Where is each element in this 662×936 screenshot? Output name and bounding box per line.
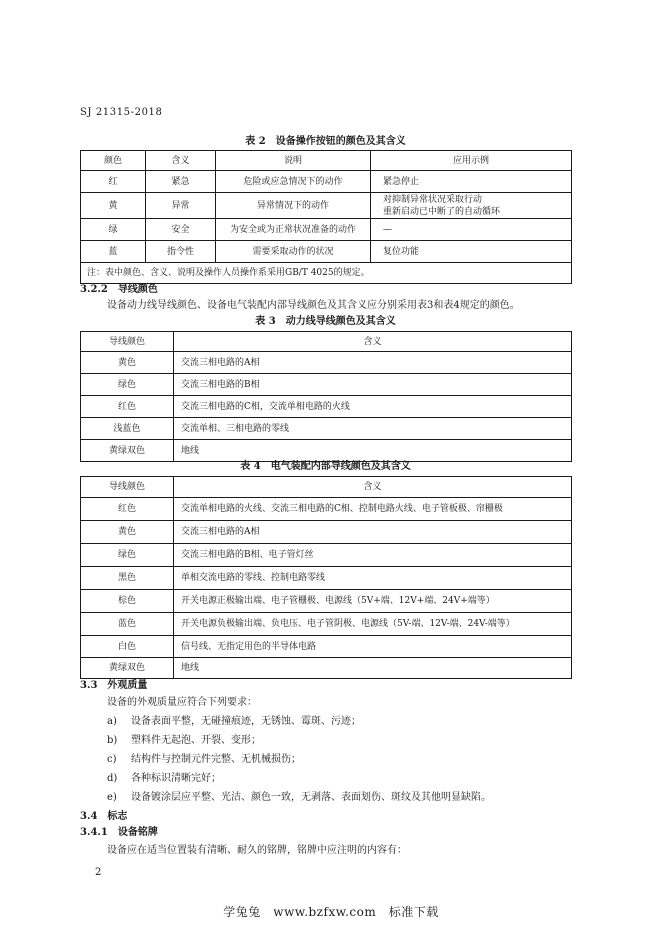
table-row	[81, 590, 572, 613]
example-line: —	[383, 224, 392, 235]
section-heading-3-4: 3.4 标志	[80, 811, 128, 822]
table2-note: 注：表中颜色、含义、说明及操作人员操作系采用GB/T 4025的规定。	[81, 263, 572, 284]
cell-meaning: 交流三相电路的C相，交流单相电路的火线	[174, 396, 572, 418]
table4-internal-wire-colors	[80, 476, 572, 679]
example-line: 对抑制异常状况采取行动	[383, 194, 483, 205]
cell-wire-color: 红色	[81, 396, 174, 418]
list-item: 塑料件无起泡、开裂、变形；	[131, 735, 261, 746]
table-row	[81, 171, 572, 193]
cell-meaning: 地线	[174, 658, 572, 679]
example-line: 紧急停止	[383, 176, 420, 187]
cell-wire-color: 红色	[81, 498, 174, 521]
table-row	[81, 636, 572, 658]
cell-example	[371, 241, 572, 263]
list-marker: b)	[107, 735, 118, 746]
cell-meaning: 开关电源负极输出端、负电压、电子管阴极、电源线（5V-端、12V-端、24V-端等）	[174, 613, 572, 636]
table3-power-wire-colors	[80, 331, 572, 462]
example-line: 重新启动已中断了的自动循环	[383, 206, 501, 217]
table3-title: 表 3 动力线导线颜色及其含义	[255, 316, 396, 327]
list-marker: d)	[107, 773, 118, 784]
cell-example	[371, 219, 572, 241]
cell-wire-color: 黄绿双色	[81, 440, 174, 462]
cell-color: 绿	[81, 219, 146, 241]
cell-wire-color: 绿色	[81, 544, 174, 567]
table-row	[81, 396, 572, 418]
list-item: 设备表面平整，无碰撞痕迹，无锈蚀、霉斑、污迹；	[131, 716, 361, 727]
cell-meaning: 单相交流电路的零线、控制电路零线	[174, 567, 572, 590]
table-row	[81, 374, 572, 396]
section-intro-3-3: 设备的外观质量应符合下列要求：	[107, 697, 257, 708]
column-header-example: 应用示例	[371, 151, 572, 171]
table2-button-colors	[80, 150, 572, 284]
cell-color: 黄	[81, 193, 146, 219]
cell-meaning: 异常	[146, 193, 216, 219]
table-row	[81, 440, 572, 462]
list-item: 结构件与控制元件完整、无机械损伤；	[131, 754, 301, 765]
section-text-3-4-1: 设备应在适当位置装有清晰、耐久的铭牌，铭牌中应注明的内容有：	[107, 845, 407, 856]
cell-meaning: 指令性	[146, 241, 216, 263]
table-row	[81, 418, 572, 440]
cell-example	[371, 171, 572, 193]
cell-meaning: 交流三相电路的B相	[174, 374, 572, 396]
cell-description: 为安全或为正常状况准备的动作	[216, 219, 371, 241]
table-row	[81, 613, 572, 636]
column-header-meaning: 含义	[174, 332, 572, 352]
table-header-row	[81, 151, 572, 171]
cell-meaning: 紧急	[146, 171, 216, 193]
list-item: 设备镀涂层应平整、光洁、颜色一致，无剥落、表面划伤、斑纹及其他明显缺陷。	[131, 792, 491, 803]
cell-meaning: 交流三相电路的A相	[174, 521, 572, 544]
cell-meaning: 交流三相电路的A相	[174, 352, 572, 374]
section-text-3-2-2: 设备动力线导线颜色、设备电气装配内部导线颜色及其含义应分别采用表3和表4规定的颜色。	[107, 300, 520, 311]
table-row	[81, 352, 572, 374]
list-marker: c)	[107, 754, 117, 765]
table2-title: 表 2 设备操作按钮的颜色及其含义	[245, 136, 406, 147]
column-header-meaning: 含义	[174, 477, 572, 498]
example-line: 复位功能	[383, 246, 420, 257]
column-header-description: 说明	[216, 151, 371, 171]
table-row	[81, 567, 572, 590]
cell-wire-color: 棕色	[81, 590, 174, 613]
cell-description: 需要采取动作的状况	[216, 241, 371, 263]
cell-color: 红	[81, 171, 146, 193]
cell-wire-color: 绿色	[81, 374, 174, 396]
cell-wire-color: 黑色	[81, 567, 174, 590]
list-marker: a)	[107, 716, 117, 727]
cell-description: 异常情况下的动作	[216, 193, 371, 219]
table-row	[81, 498, 572, 521]
cell-wire-color: 黄绿双色	[81, 658, 174, 679]
table-header-row	[81, 477, 572, 498]
table4-title: 表 4 电气装配内部导线颜色及其含义	[240, 461, 411, 472]
column-header-color: 颜色	[81, 151, 146, 171]
section-heading-3-3: 3.3 外观质量	[80, 680, 148, 691]
cell-description: 危险或应急情况下的动作	[216, 171, 371, 193]
table-row	[81, 658, 572, 679]
section-heading-3-4-1: 3.4.1 设备铭牌	[80, 827, 158, 838]
cell-meaning: 交流三相电路的B相、电子管灯丝	[174, 544, 572, 567]
list-item: 各种标识清晰完好；	[131, 773, 221, 784]
cell-color: 蓝	[81, 241, 146, 263]
list-marker: e)	[107, 792, 117, 803]
cell-meaning: 地线	[174, 440, 572, 462]
table-row	[81, 521, 572, 544]
column-header-meaning: 含义	[146, 151, 216, 171]
column-header-wire-color: 导线颜色	[81, 477, 174, 498]
table-row	[81, 241, 572, 263]
cell-meaning: 信号线、无指定用色的半导体电路	[174, 636, 572, 658]
cell-example	[371, 193, 572, 219]
page-number: 2	[95, 867, 102, 878]
table-row	[81, 219, 572, 241]
cell-wire-color: 白色	[81, 636, 174, 658]
cell-meaning: 安全	[146, 219, 216, 241]
cell-meaning: 交流单相电路的火线、交流三相电路的C相、控制电路火线、电子管板极、帘栅极	[174, 498, 572, 521]
cell-wire-color: 黄色	[81, 352, 174, 374]
footer-watermark-text: 学兔兔 www.bzfxw.com 标准下载	[223, 905, 439, 919]
document-id: SJ 21315-2018	[80, 107, 163, 118]
cell-meaning: 开关电源正极输出端、电子管栅极、电源线（5V+端、12V+端、24V+端等）	[174, 590, 572, 613]
table-row	[81, 193, 572, 219]
cell-wire-color: 蓝色	[81, 613, 174, 636]
table-header-row	[81, 332, 572, 352]
cell-wire-color: 黄色	[81, 521, 174, 544]
cell-wire-color: 浅蓝色	[81, 418, 174, 440]
section-heading-3-2-2: 3.2.2 导线颜色	[80, 284, 158, 295]
column-header-wire-color: 导线颜色	[81, 332, 174, 352]
table-note-row	[81, 263, 572, 284]
cell-meaning: 交流单相、三相电路的零线	[174, 418, 572, 440]
table-row	[81, 544, 572, 567]
